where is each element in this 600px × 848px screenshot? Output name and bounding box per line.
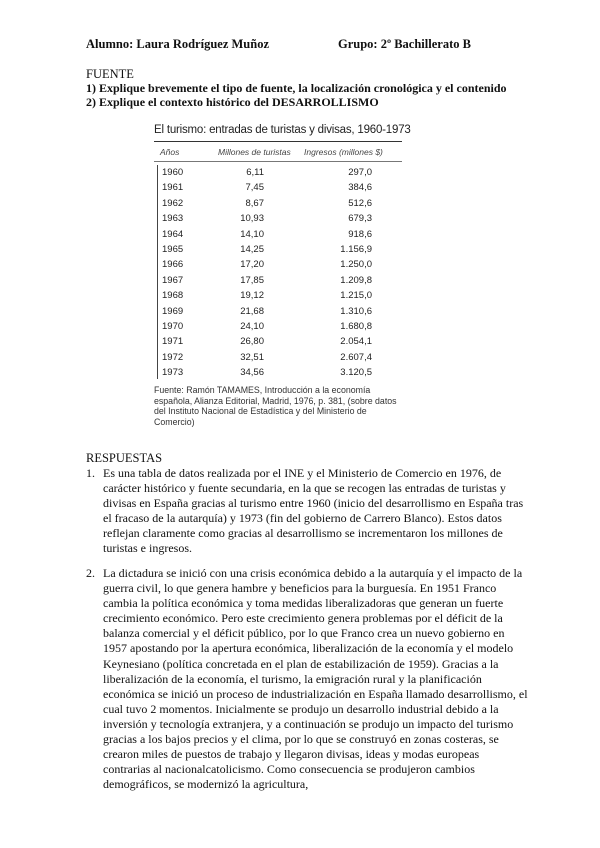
table-cell-tourists: 26,80 [240, 336, 264, 348]
table-cell-income: 3.120,5 [340, 367, 372, 379]
table-cell-year: 1966 [162, 259, 184, 271]
question-2: 2) Explique el contexto histórico del DESARROLLISMO [86, 95, 379, 109]
table-row [154, 321, 404, 336]
answer-2-number: 2. [86, 566, 95, 580]
answer-1-text: Es una tabla de datos realizada por el INE y el Ministerio de Comercio en 1976, de carácter histórico y fuente secundaria, en la que se recogen las entradas de turistas y divisas en España gracias al turismo entre 1960 (inicio del desarrollismo en España tras el fracaso de la autarquía) y 1973 (fin del gobierno de Carrero Blanco). Estos datos reflejan claramente como gracias al desarrollismo se incrementaron los millones de turistas e ingresos. [103, 466, 524, 556]
student-name: Alumno: Laura Rodríguez Muñoz [86, 37, 269, 51]
table-row [154, 275, 404, 290]
table-cell-income: 1.250,0 [340, 259, 372, 271]
table-cell-year: 1970 [162, 321, 184, 332]
table-cell-tourists: 10,93 [240, 213, 264, 225]
table-title: El turismo: entradas de turistas y divisas, 1960-1973 [154, 124, 411, 136]
table-cell-tourists: 24,10 [240, 321, 264, 332]
table-cell-tourists: 7,45 [245, 182, 264, 194]
table-row [154, 290, 404, 305]
table-citation: Fuente: Ramón TAMAMES, Introducción a la economía española, Alianza Editorial, Madrid, 1976, p. 381, (sobre datos del Instituto Nacional de Estadística y del Ministerio de Comercio) [154, 385, 397, 427]
table-cell-income: 297,0 [348, 167, 372, 178]
table-cell-year: 1960 [162, 167, 184, 178]
table-cell-tourists: 6,11 [246, 167, 264, 178]
table-cell-tourists: 14,25 [240, 244, 264, 255]
table-cell-tourists: 17,85 [240, 274, 264, 286]
table-cell-year: 1972 [162, 351, 184, 363]
table-cell-year: 1967 [162, 274, 184, 286]
table-cell-tourists: 32,51 [240, 351, 264, 363]
table-cell-income: 384,6 [348, 182, 372, 194]
table-cell-income: 1.680,8 [340, 321, 372, 332]
table-cell-year: 1973 [162, 367, 184, 379]
answers-label: RESPUESTAS [86, 451, 163, 465]
table-row [154, 182, 404, 197]
table-top-rule [154, 141, 402, 142]
table-cell-income: 1.310,6 [340, 305, 372, 317]
header-income: Ingresos (millones $) [304, 147, 383, 157]
table-cell-income: 918,6 [348, 228, 372, 240]
table-cell-tourists: 14,10 [240, 228, 264, 240]
table-row [154, 213, 404, 228]
table-row [154, 167, 404, 182]
table-row [154, 367, 404, 382]
question-1: 1) Explique brevemente el tipo de fuente, la localización cronológica y el contenido [86, 81, 507, 95]
table-cell-tourists: 34,56 [240, 367, 264, 379]
table-row [154, 306, 404, 321]
table-cell-year: 1963 [162, 213, 184, 225]
table-cell-year: 1968 [162, 290, 184, 302]
table-cell-income: 1.156,9 [340, 244, 372, 255]
table-cell-income: 679,3 [348, 213, 372, 225]
table-row [154, 336, 404, 351]
table-row [154, 352, 404, 367]
answer-1-number: 1. [86, 466, 95, 480]
table-cell-tourists: 17,20 [240, 259, 264, 271]
header-years: Años [160, 147, 180, 157]
answer-2-text: La dictadura se inició con una crisis económica debido a la autarquía y el impacto de la guerra civil, lo que genera hambre y beneficios para la burguesía. En 1951 Franco cambia la política económica y toma medidas liberalizadoras que generan un fuerte crecimiento económico. Pero este crecimiento genera problemas por el déficit de la balanza comercial y el déficit público, por lo que Franco crea un nuevo gobierno en 1957 apostando por la apertura económica, liberalización de la economía y el modelo Keynesiano (política concretada en el plan de estabilización de 1959). Gracias a la liberalización de la economía, el turismo, la emigración rural y la planificación económica se inició un proceso de industrialización en España llamado desarrollismo, el cual tuvo 2 momentos. Inicialmente se produjo un desarrollo industrial debido a la inversión y tecnología extranjera, y a continuación se produjo un impacto del turismo gracias a los bajos precios y el clima, por lo que se construyó en zonas costeras, se crearon miles de puestos de trabajo y llegaron divisas, ideas y modas europeas contrarias al nacionalcatolicismo. Como consecuencia se produjeron cambios demográficos, se modernizó la agricultura, [103, 566, 528, 792]
table-cell-year: 1964 [162, 228, 184, 240]
table-cell-income: 2.054,1 [340, 336, 372, 348]
table-cell-tourists: 8,67 [245, 197, 264, 209]
source-label: FUENTE [86, 67, 134, 81]
table-cell-tourists: 21,68 [240, 305, 264, 317]
table-cell-income: 512,6 [348, 197, 372, 209]
table-row [154, 259, 404, 274]
table-row [154, 244, 404, 259]
table-cell-year: 1962 [162, 197, 184, 209]
table-cell-income: 1.209,8 [340, 274, 372, 286]
group-name: Grupo: 2º Bachillerato B [338, 37, 471, 51]
table-row [154, 198, 404, 213]
source-table-scan [154, 121, 411, 439]
table-cell-income: 1.215,0 [340, 290, 372, 302]
table-cell-year: 1971 [162, 336, 184, 348]
table-cell-year: 1969 [162, 305, 184, 317]
header-rule [154, 161, 402, 162]
table-row [154, 229, 404, 244]
table-cell-tourists: 19,12 [240, 290, 264, 302]
table-cell-year: 1961 [162, 182, 184, 194]
header-tourists: Millones de turistas [218, 147, 291, 157]
table-cell-year: 1965 [162, 244, 184, 255]
table-cell-income: 2.607,4 [340, 351, 372, 363]
